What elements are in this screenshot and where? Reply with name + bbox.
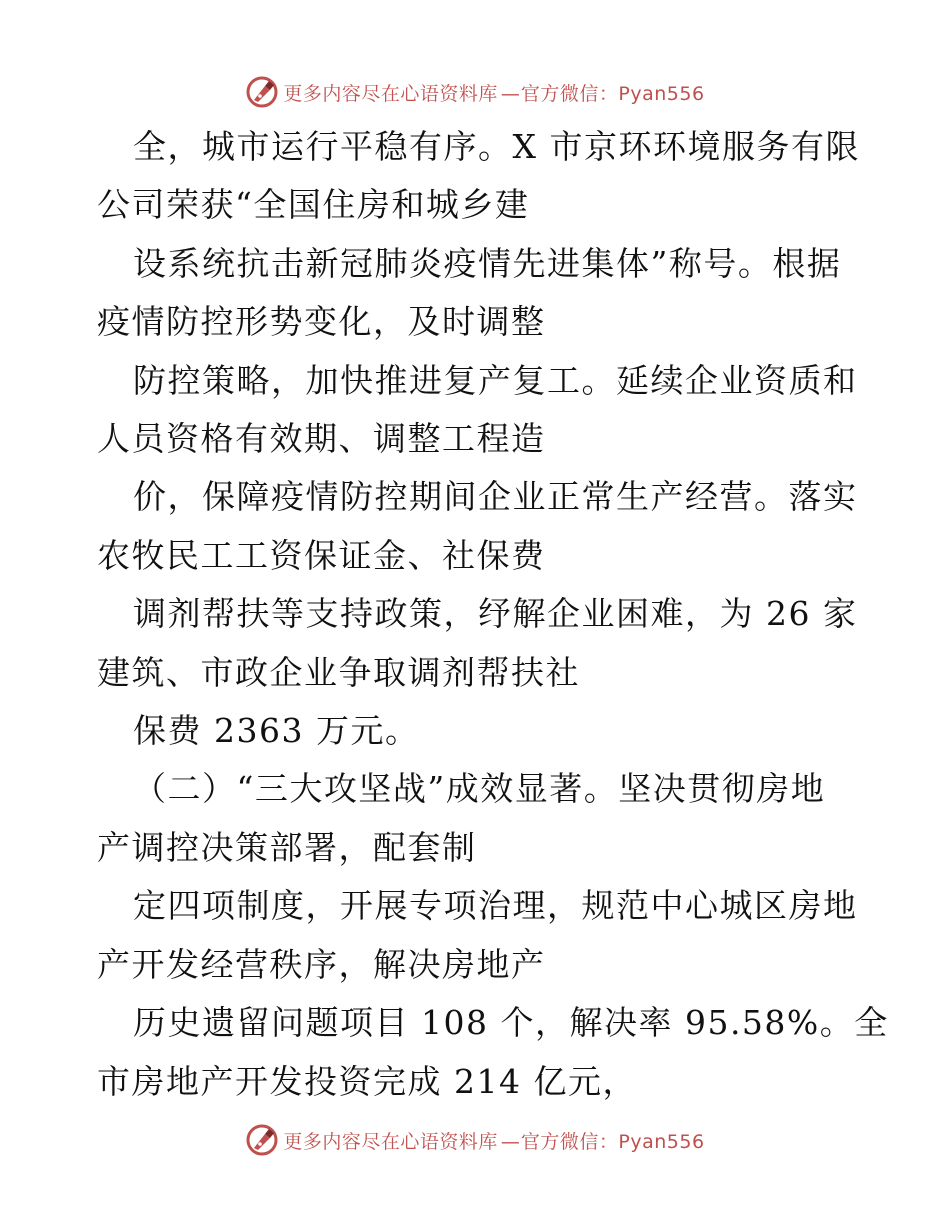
text-line: 定四项制度，开展专项治理，规范中心城区房地	[133, 886, 858, 926]
document-body	[97, 118, 889, 1111]
banner-text: 更多内容尽在心语资料库 — 官方微信：Pyan556	[283, 1130, 705, 1153]
text-line: 调剂帮扶等支持政策，纾解企业困难，为 26 家	[133, 594, 858, 634]
paragraph	[97, 877, 857, 994]
pen-nib-logo-icon	[245, 1123, 279, 1157]
text-line: 产开发经营秩序，解决房地产	[97, 944, 546, 984]
text-line: 市房地产开发投资完成 214 亿元，	[97, 1061, 637, 1101]
paragraph	[97, 352, 857, 469]
text-line: （二）“三大攻坚战”成效显著。坚决贯彻房地	[133, 769, 826, 809]
section-heading-paragraph	[97, 760, 857, 877]
footer-banner	[0, 1120, 950, 1160]
paragraph	[97, 235, 857, 352]
text-line: 农牧民工工资保证金、社保费	[97, 535, 546, 575]
paragraph	[97, 994, 889, 1111]
text-line: 全，城市运行平稳有序。X 市京环环境服务有限	[133, 127, 860, 166]
paragraph	[97, 118, 860, 235]
text-line: 防控策略，加快推进复产复工。延续企业资质和	[133, 360, 858, 400]
text-line: 保费 2363 万元。	[133, 711, 420, 751]
text-line: 疫情防控形势变化，及时调整	[97, 302, 546, 342]
text-line: 产调控决策部署，配套制	[97, 827, 477, 867]
text-line: 公司荣获“全国住房和城乡建	[97, 185, 530, 225]
header-banner	[0, 72, 950, 112]
text-line: 建筑、市政企业争取调剂帮扶社	[97, 652, 580, 692]
banner-text: 更多内容尽在心语资料库 — 官方微信：Pyan556	[283, 82, 705, 105]
paragraph	[97, 702, 857, 760]
pen-nib-logo-icon	[245, 75, 279, 109]
text-line: 人员资格有效期、调整工程造	[97, 419, 546, 459]
text-line: 价，保障疫情防控期间企业正常生产经营。落实	[133, 477, 858, 517]
text-line: 设系统抗击新冠肺炎疫情先进集体”称号。根据	[133, 243, 842, 283]
paragraph	[97, 468, 857, 585]
paragraph	[97, 585, 857, 702]
text-line: 历史遗留问题项目 108 个，解决率 95.58%。全	[133, 1003, 889, 1043]
